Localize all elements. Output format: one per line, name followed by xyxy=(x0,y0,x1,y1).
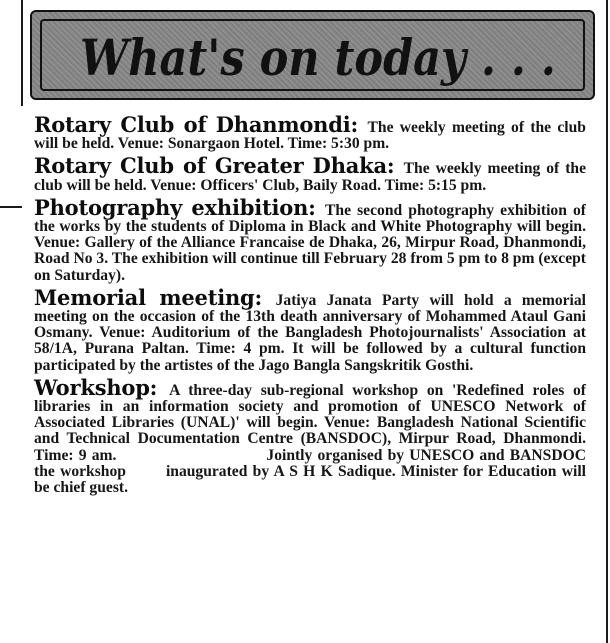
listing-item xyxy=(34,374,586,497)
listing-body: The weekly meeting of the club will be held. Venue: Sonargaon Hotel. Time: 5:30 pm. xyxy=(34,119,586,153)
header-title: What's on today . . . xyxy=(80,28,556,87)
column-rule-right xyxy=(606,0,608,643)
listing-heading: Rotary Club of Dhanmondi: xyxy=(34,112,368,137)
listing-item xyxy=(34,284,586,374)
event-listings xyxy=(34,112,586,501)
listing-item xyxy=(34,153,586,194)
listing-item xyxy=(34,194,586,284)
column-rule-stub xyxy=(0,206,22,208)
listing-body: A three-day sub-regional workshop on 'Redefined roles of libraries in an information society and promotion of UNESCO Network of Associated Libraries (UNAL)' will begin. Venue: Bangladesh National Scientific and Technical Documentation Centre (BANSDOC), Mirpur Road, Dhanmondi. Time: 9 am. xyxy=(34,381,586,464)
listing-body: The second photography exhibition of the works by the students of Diploma in Black and White Photography will begin. Venue: Gallery of the Alliance Francaise de Dhaka, 26, Mirpur Road, Dhanmondi, Road No 3. The exhibition will continue till February 28 from 5 pm to 8 pm (except on Saturday). xyxy=(34,201,586,284)
column-rule-left xyxy=(21,0,23,106)
listing-body: The weekly meeting of the club will be held. Venue: Officers' Club, Baily Road. Time: 5:15 pm. xyxy=(34,160,586,194)
listing-item xyxy=(34,112,586,153)
header-banner xyxy=(30,10,595,100)
listing-body: Jatiya Janata Party will hold a memorial meeting on the occasion of the 13th death anniversary of Mohammed Ataul Gani Osmany. Venue: Auditorium of the Bangladesh Photojournalists' Association at 58/1A, Purana Paltan. Time: 4 pm. It will be followed by a cultural function participated by the artistes of the Jago Bangla Sangskritik Gosthi. xyxy=(34,291,586,374)
listing-heading: Photography exhibition: xyxy=(34,194,326,220)
listing-heading: Rotary Club of Greater Dhaka: xyxy=(34,153,404,179)
listing-body-end: inaugurated by A S H K Sadique. Minister for Education will be chief guest. xyxy=(34,462,586,497)
listing-body-continued: Jointly organised by UNESCO and BANSDOC the workshop xyxy=(34,446,586,480)
listing-heading: Memorial meeting: xyxy=(34,284,276,310)
listing-heading: Workshop: xyxy=(34,374,170,400)
